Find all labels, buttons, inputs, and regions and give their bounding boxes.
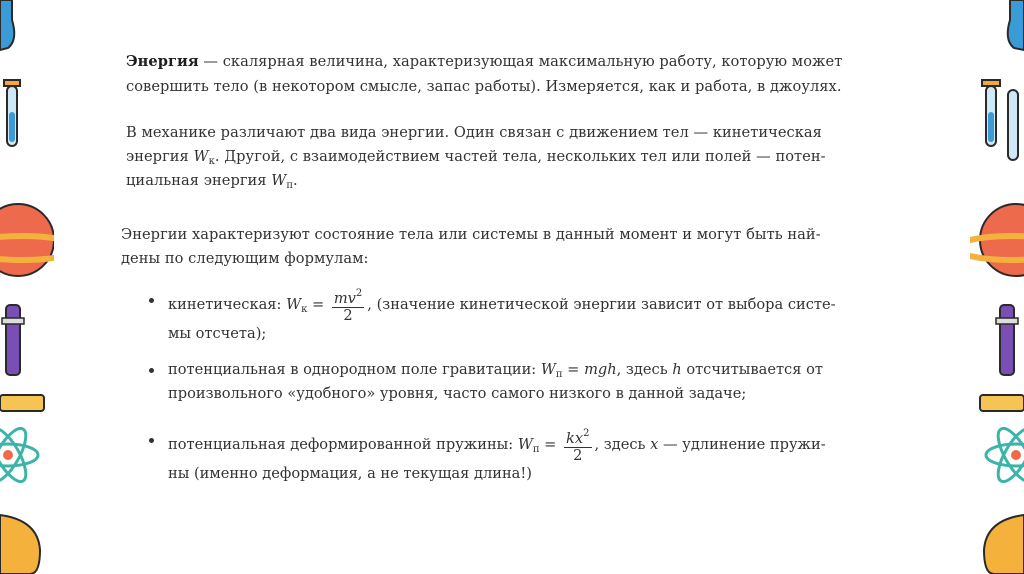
math-subscript: к	[301, 304, 308, 315]
numerator-text: kx	[566, 430, 584, 447]
equals-sign: =	[562, 361, 585, 378]
text-segment: , (значение кинетической энергии зависит от выбора систе-	[367, 296, 836, 313]
math-variable: h	[672, 361, 682, 378]
math-symbol-w: W	[517, 436, 533, 453]
math-symbol-w: W	[540, 361, 556, 378]
text-segment: потенциальная в однородном поле гравитации:	[168, 361, 541, 378]
fraction-numerator	[332, 286, 364, 308]
text-segment: .	[293, 172, 298, 189]
text-segment: отсчитывается от	[681, 361, 823, 378]
equals-sign: =	[539, 436, 562, 453]
fraction-numerator	[564, 426, 591, 448]
term-energy: Энергия	[126, 53, 199, 70]
paragraph-formulas-intro-line2: дены по следующим формулам:	[121, 250, 369, 267]
text-segment: , здесь	[616, 361, 673, 378]
equals-sign: =	[307, 296, 329, 313]
paragraph-formulas-intro-line1: Энергии характеризуют состояние тела или системы в данный момент и могут быть най-	[121, 226, 821, 243]
fraction-spring	[564, 426, 591, 464]
text-segment: кинетическая:	[168, 296, 287, 313]
math-symbol-w: W	[271, 172, 287, 189]
text-segment: — удлинение пружи-	[658, 436, 826, 453]
text-segment: . Другой, с взаимодействием частей тела, нескольких тел или полей — потен-	[214, 148, 826, 165]
math-subscript: п	[286, 180, 294, 191]
exponent: 2	[355, 288, 363, 299]
math-symbol-w: W	[193, 148, 209, 165]
bullet-spring-line1	[168, 426, 826, 464]
text-segment: энергия	[126, 148, 194, 165]
exponent: 2	[583, 428, 590, 439]
math-subscript: п	[532, 444, 540, 455]
paragraph-energy-definition-line2: совершить тело (в некотором смысле, запас работы). Измеряется, как и работа, в джоулях.	[126, 78, 842, 95]
math-formula: mgh	[584, 361, 617, 378]
fraction-denominator: 2	[573, 447, 583, 464]
fraction-denominator: 2	[343, 307, 353, 324]
paragraph-energy-definition-line1	[126, 50, 842, 74]
paragraph-energy-types-line3	[126, 169, 298, 198]
math-subscript: п	[555, 369, 563, 380]
bullet-dot	[149, 298, 154, 303]
bullet-dot	[149, 438, 154, 443]
paragraph-energy-types-line1: В механике различают два вида энергии. Один связан с движением тел — кинетическая	[126, 124, 822, 141]
fraction-kinetic	[332, 286, 364, 324]
bullet-gravity-line2: произвольного «удобного» уровня, часто самого низкого в данной задаче;	[168, 385, 747, 402]
text-segment: , здесь	[594, 436, 651, 453]
math-subscript: к	[208, 156, 215, 167]
bullet-kinetic-line1	[168, 286, 836, 324]
bullet-dot	[149, 368, 154, 373]
text-segment: потенциальная деформированной пружины:	[168, 436, 518, 453]
numerator-text: mv	[333, 290, 356, 307]
bullet-kinetic-line2: мы отсчета);	[168, 325, 267, 342]
math-symbol-w: W	[286, 296, 302, 313]
bullet-spring-line2: ны (именно деформация, а не текущая длина!)	[168, 465, 532, 482]
text-segment: циальная энергия	[126, 172, 272, 189]
math-variable: x	[650, 436, 659, 453]
definition-text: — скалярная величина, характеризующая максимальную работу, которую может	[198, 53, 843, 70]
